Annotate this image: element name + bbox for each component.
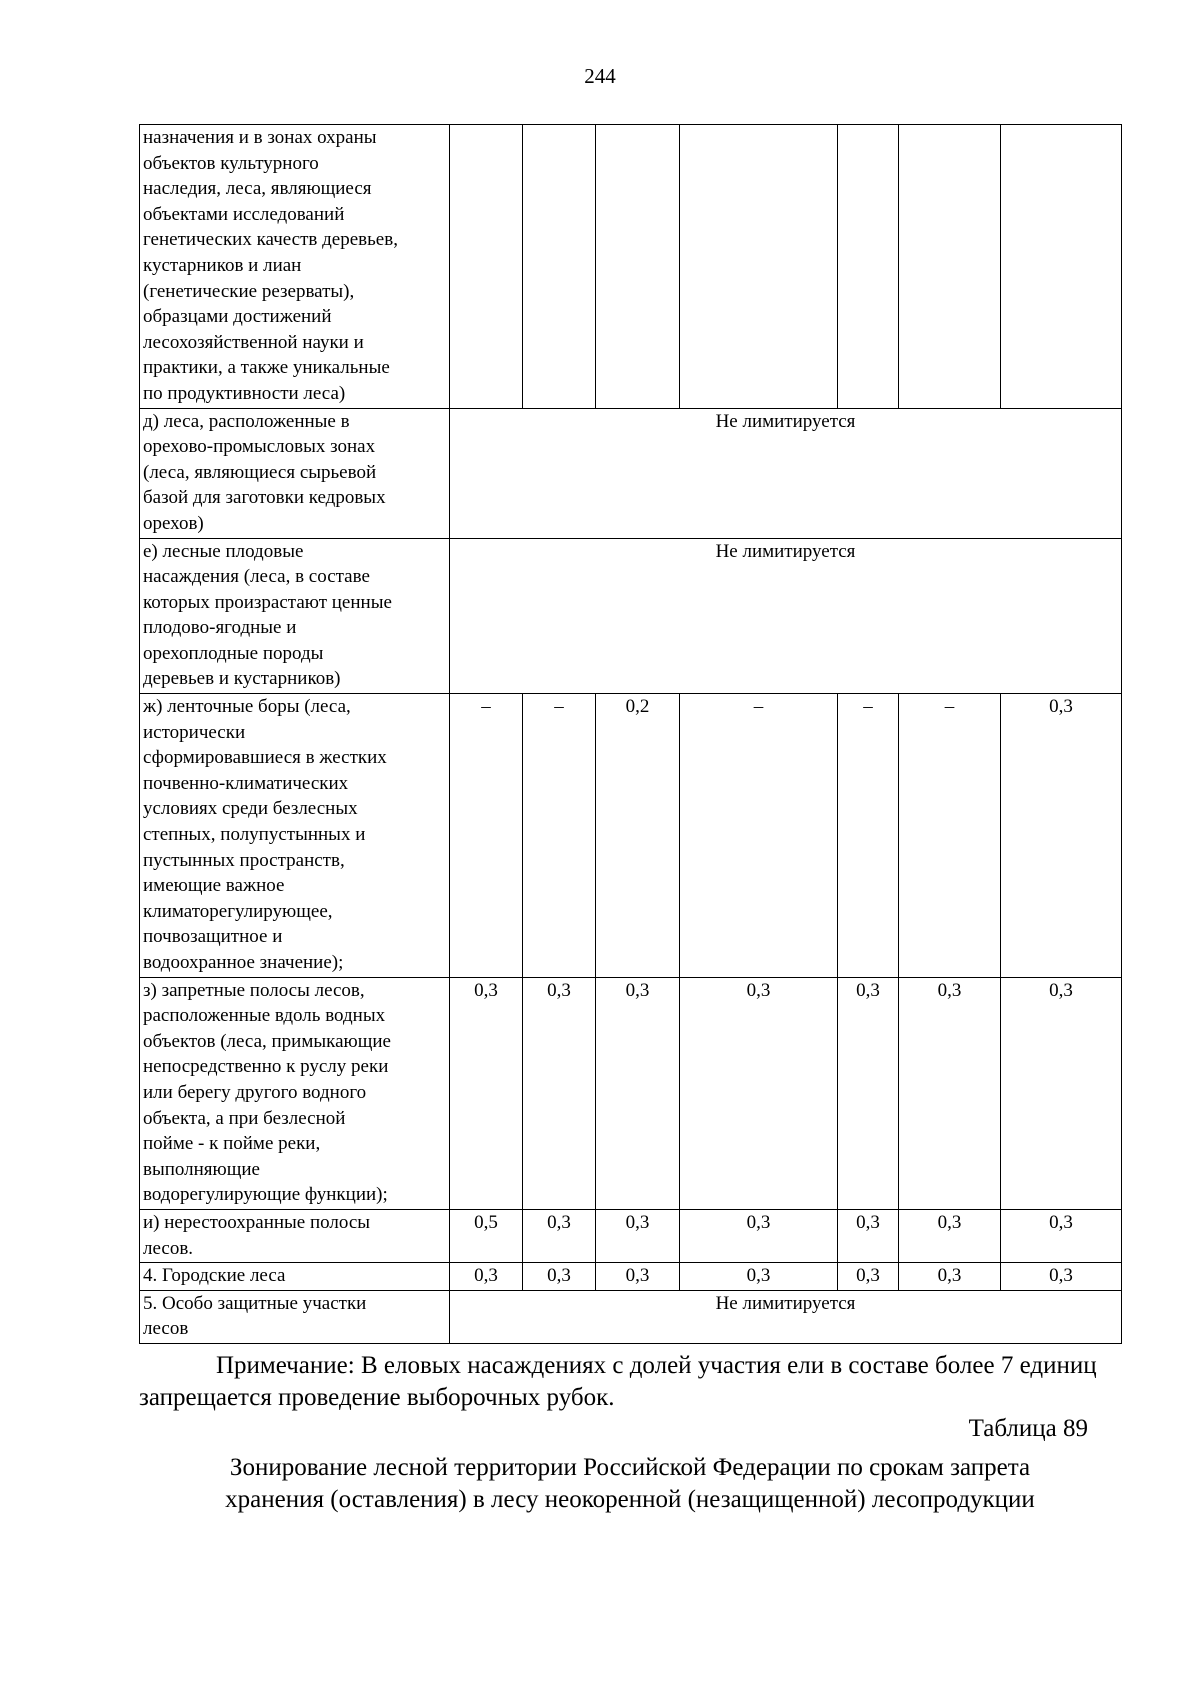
value-cell: 0,2 bbox=[596, 694, 680, 978]
row-label-line: орехово-промысловых зонах bbox=[143, 436, 376, 458]
value-cell: 0,3 bbox=[450, 1263, 523, 1291]
caption-line: Зонирование лесной территории Российской Федерации по срокам запрета bbox=[229, 1454, 1031, 1481]
row-label-line: климаторегулирующее, bbox=[143, 900, 333, 922]
row-label bbox=[140, 1290, 450, 1343]
row-label-line: практики, а также уникальные bbox=[143, 357, 390, 379]
value-cell: 0,3 bbox=[680, 977, 838, 1209]
value-cell: 0,3 bbox=[899, 1263, 1001, 1291]
row-label-line: генетических качеств деревьев, bbox=[143, 229, 398, 251]
row-label-line: наследия, леса, являющиеся bbox=[143, 178, 372, 200]
value-cell bbox=[899, 125, 1001, 409]
table-caption bbox=[139, 1452, 1121, 1516]
row-label bbox=[140, 694, 450, 978]
value-cell bbox=[450, 125, 523, 409]
row-label-line: ж) ленточные боры (леса, bbox=[143, 696, 351, 718]
row-label-line: или берегу другого водного bbox=[143, 1081, 367, 1103]
row-label bbox=[140, 1209, 450, 1262]
row-label-line: пойме - к пойме реки, bbox=[143, 1133, 321, 1155]
caption-line: хранения (оставления) в лесу неокоренной (незащищенной) лесопродукции bbox=[225, 1486, 1035, 1513]
value-cell: 0,3 bbox=[523, 1263, 596, 1291]
value-cell bbox=[596, 125, 680, 409]
value-cell: 0,3 bbox=[1001, 1209, 1122, 1262]
table-row bbox=[140, 408, 1122, 538]
row-label-line: по продуктивности леса) bbox=[143, 382, 346, 404]
table-row bbox=[140, 694, 1122, 978]
value-cell: 0,3 bbox=[450, 977, 523, 1209]
row-label-line: почвенно-климатических bbox=[143, 772, 349, 794]
row-label-line: объектами исследований bbox=[143, 203, 345, 225]
row-label bbox=[140, 977, 450, 1209]
row-label-line: объекта, а при безлесной bbox=[143, 1107, 346, 1129]
value-cell: – bbox=[838, 694, 899, 978]
row-label-line: з) запретные полосы лесов, bbox=[143, 979, 365, 1001]
value-cell: 0,3 bbox=[838, 1263, 899, 1291]
table-row bbox=[140, 1290, 1122, 1343]
row-label-line: лесов. bbox=[143, 1237, 194, 1259]
row-label-line: исторически bbox=[143, 721, 246, 743]
value-cell bbox=[838, 125, 899, 409]
table-row bbox=[140, 977, 1122, 1209]
row-label-line: лесохозяйственной науки и bbox=[143, 331, 364, 353]
table-row bbox=[140, 125, 1122, 409]
row-label-line: образцами достижений bbox=[143, 306, 332, 328]
row-label-line: сформировавшиеся в жестких bbox=[143, 747, 387, 769]
row-label-line: 5. Особо защитные участки bbox=[143, 1292, 367, 1314]
row-label-line: водорегулирующие функции); bbox=[143, 1184, 388, 1206]
forest-cutting-table bbox=[139, 124, 1122, 1344]
merged-cell: Не лимитируется bbox=[450, 538, 1122, 694]
value-cell: 0,3 bbox=[838, 977, 899, 1209]
row-label-line: плодово-ягодные и bbox=[143, 617, 297, 639]
value-cell: 0,3 bbox=[1001, 694, 1122, 978]
row-label bbox=[140, 1263, 450, 1291]
row-label-line: орехов) bbox=[143, 512, 204, 534]
row-label-line: 4. Городские леса bbox=[143, 1265, 286, 1287]
value-cell: 0,3 bbox=[1001, 1263, 1122, 1291]
row-label-line: и) нерестоохранные полосы bbox=[143, 1211, 371, 1233]
value-cell: 0,5 bbox=[450, 1209, 523, 1262]
value-cell bbox=[1001, 125, 1122, 409]
value-cell bbox=[680, 125, 838, 409]
row-label-line: пустынных пространств, bbox=[143, 849, 345, 871]
row-label-line: условиях среди безлесных bbox=[143, 798, 358, 820]
value-cell: 0,3 bbox=[680, 1209, 838, 1262]
row-label-line: (генетические резерваты), bbox=[143, 280, 355, 302]
value-cell: 0,3 bbox=[1001, 977, 1122, 1209]
row-label-line: (леса, являющиеся сырьевой bbox=[143, 461, 377, 483]
row-label bbox=[140, 538, 450, 694]
row-label-line: имеющие важное bbox=[143, 875, 285, 897]
row-label-line: почвозащитное и bbox=[143, 926, 283, 948]
row-label-line: деревьев и кустарников) bbox=[143, 668, 341, 690]
row-label bbox=[140, 408, 450, 538]
row-label-line: насаждения (леса, в составе bbox=[143, 566, 370, 588]
row-label-line: которых произрастают ценные bbox=[143, 591, 392, 613]
row-label-line: кустарников и лиан bbox=[143, 254, 302, 276]
value-cell bbox=[523, 125, 596, 409]
page-number: 244 bbox=[584, 64, 616, 88]
table-row bbox=[140, 1263, 1122, 1291]
row-label-line: выполняющие bbox=[143, 1158, 260, 1180]
value-cell: – bbox=[523, 694, 596, 978]
table-row bbox=[140, 538, 1122, 694]
table-body bbox=[140, 125, 1122, 1344]
value-cell: 0,3 bbox=[523, 1209, 596, 1262]
row-label-line: расположенные вдоль водных bbox=[143, 1005, 386, 1027]
row-label-line: базой для заготовки кедровых bbox=[143, 487, 386, 509]
row-label-line: объектов культурного bbox=[143, 152, 319, 174]
table-number: Таблица 89 bbox=[968, 1415, 1088, 1442]
value-cell: 0,3 bbox=[899, 977, 1001, 1209]
table-row bbox=[140, 1209, 1122, 1262]
row-label-line: водоохранное значение); bbox=[143, 952, 344, 973]
row-label bbox=[140, 125, 450, 409]
merged-cell: Не лимитируется bbox=[450, 1290, 1122, 1343]
row-label-line: лесов bbox=[143, 1318, 189, 1340]
row-label-line: е) лесные плодовые bbox=[143, 540, 304, 562]
note-paragraph: Примечание: В еловых насаждениях с долей участия ели в составе более 7 единиц запрещается проведение выборочных рубок. bbox=[139, 1352, 1097, 1411]
value-cell: 0,3 bbox=[838, 1209, 899, 1262]
value-cell: 0,3 bbox=[596, 977, 680, 1209]
value-cell: 0,3 bbox=[680, 1263, 838, 1291]
row-label-line: д) леса, расположенные в bbox=[143, 410, 350, 432]
row-label-line: объектов (леса, примыкающие bbox=[143, 1030, 391, 1052]
value-cell: 0,3 bbox=[899, 1209, 1001, 1262]
value-cell: – bbox=[680, 694, 838, 978]
row-label-line: назначения и в зонах охраны bbox=[143, 127, 377, 148]
value-cell: 0,3 bbox=[523, 977, 596, 1209]
row-label-line: непосредственно к руслу реки bbox=[143, 1056, 389, 1078]
value-cell: 0,3 bbox=[596, 1209, 680, 1262]
merged-cell: Не лимитируется bbox=[450, 408, 1122, 538]
value-cell: – bbox=[450, 694, 523, 978]
value-cell: 0,3 bbox=[596, 1263, 680, 1291]
row-label-line: орехоплодные породы bbox=[143, 642, 324, 664]
value-cell: – bbox=[899, 694, 1001, 978]
row-label-line: степных, полупустынных и bbox=[143, 824, 366, 846]
